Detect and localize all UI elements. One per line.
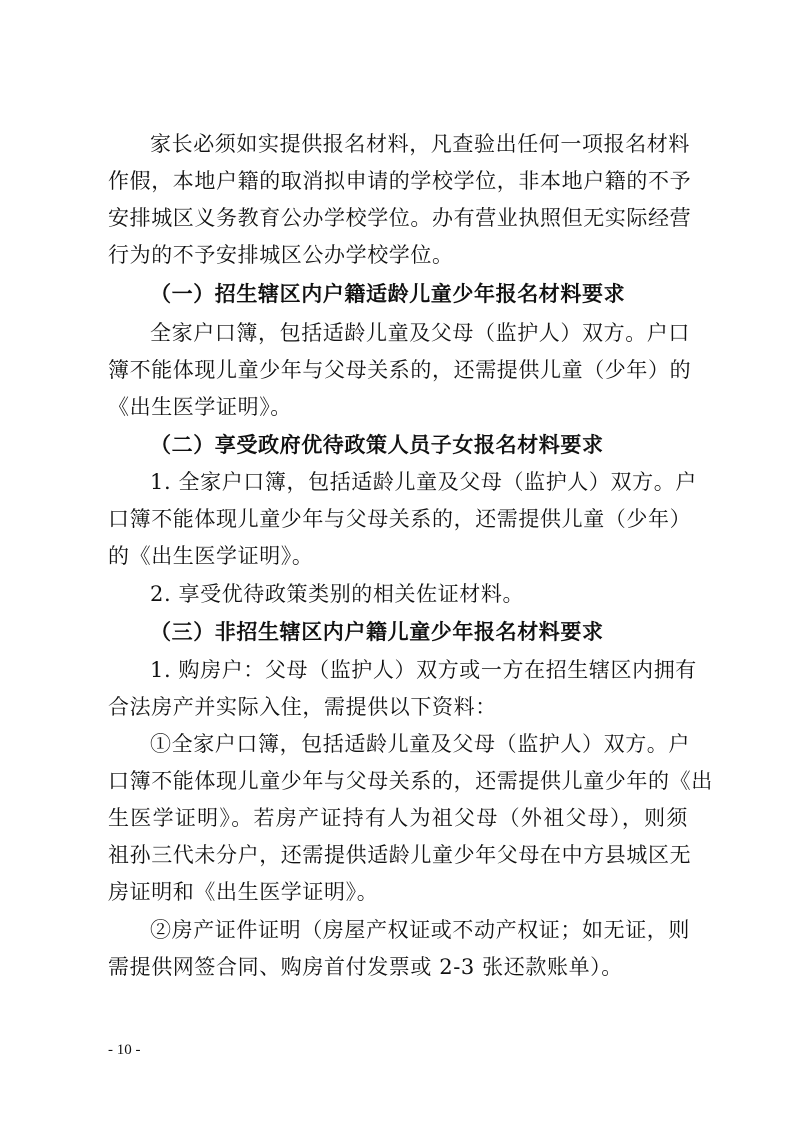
paragraph-line: ②房产证件证明（房屋产权证或不动产权证；如无证，则 [150,918,690,942]
paragraph-line: 簿不能体现儿童少年与父母关系的，还需提供儿童（少年）的 [108,358,692,382]
paragraph-line: 1. 购房户：父母（监护人）双方或一方在招生辖区内拥有 [150,658,697,682]
paragraph-line: 2. 享受优待政策类别的相关佐证材料。 [150,582,525,606]
section-heading-2: （二）享受政府优待政策人员子女报名材料要求 [150,432,604,457]
section-heading-3: （三）非招生辖区内户籍儿童少年报名材料要求 [150,619,604,644]
paragraph-line: 安排城区义务教育公办学校学位。办有营业执照但无实际经营 [108,206,692,230]
paragraph-line: ①全家户口簿，包括适龄儿童及父母（监护人）双方。户 [150,732,690,756]
paragraph-line: 《出生医学证明》。 [108,395,292,419]
paragraph-line: 家长必须如实提供报名材料，凡查验出任何一项报名材料 [150,132,690,156]
paragraph-line: 1. 全家户口簿，包括适龄儿童及父母（监护人）双方。户 [150,470,697,494]
paragraph-line: 全家户口簿，包括适龄儿童及父母（监护人）双方。户口 [150,321,690,345]
paragraph-line: 祖孙三代未分户，还需提供适龄儿童少年父母在中方县城区无 [108,843,692,867]
paragraph-line: 的《出生医学证明》。 [108,544,314,568]
paragraph-line: 口簿不能体现儿童少年与父母关系的，还需提供儿童（少年） [108,507,692,531]
section-heading-1: （一）招生辖区内户籍适龄儿童少年报名材料要求 [150,281,626,306]
paragraph-line: 房证明和《出生医学证明》。 [108,880,379,904]
paragraph-line: 作假，本地户籍的取消拟申请的学校学位，非本地户籍的不予 [108,169,692,193]
paragraph-line: 生医学证明》。若房产证持有人为祖父母（外祖父母），则须 [108,806,688,830]
paragraph-line: 合法房产并实际入住，需提供以下资料： [108,695,497,719]
paragraph-line: 行为的不予安排城区公办学校学位。 [108,243,454,267]
page-number: - 10 - [108,1042,141,1058]
paragraph-line: 需提供网签合同、购房首付发票或 2-3 张还款账单）。 [108,955,623,979]
paragraph-line: 口簿不能体现儿童少年与父母关系的，还需提供儿童少年的《出 [108,769,713,793]
